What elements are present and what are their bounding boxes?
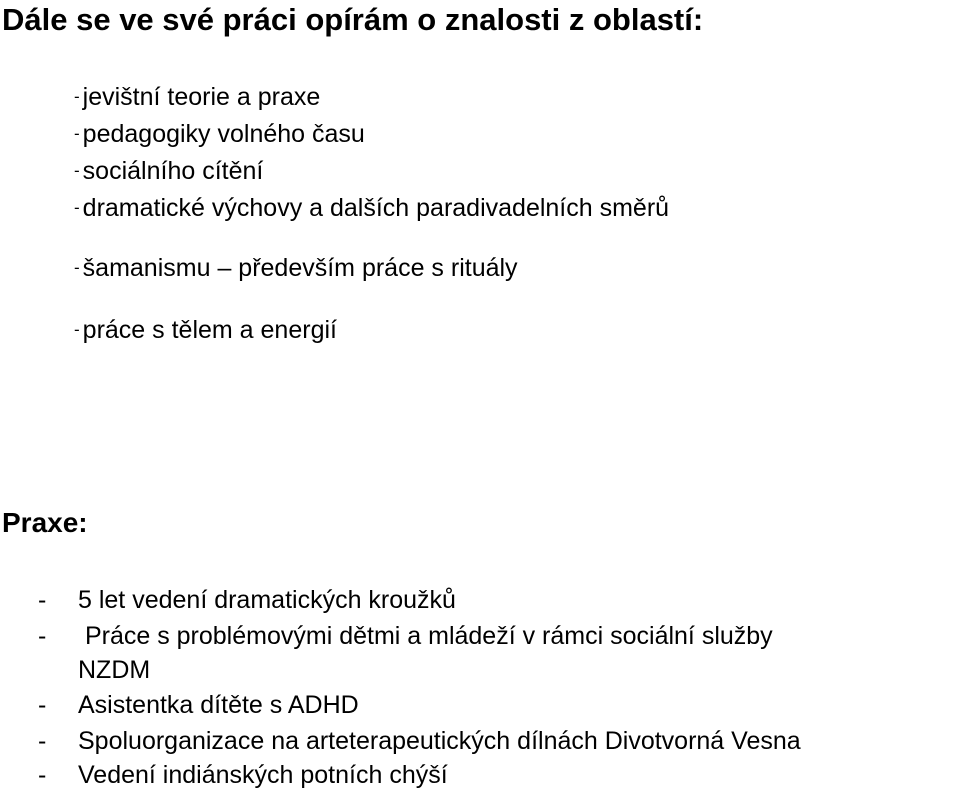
skill-item [74, 156, 263, 189]
skill-text: jevištní teorie a praxe [82, 83, 321, 111]
page-title: Dále se ve své práci opírám o znalosti z oblastí: [2, 2, 704, 37]
praxe-dash: - [38, 761, 47, 789]
skill-dash: - [74, 161, 80, 180]
praxe-heading: Praxe: [2, 507, 88, 538]
skill-text: práce s tělem a energií [82, 316, 337, 344]
praxe-dash: - [38, 691, 47, 719]
praxe-text: Práce s problémovými dětmi a mládeží v rámci sociální služby [78, 622, 773, 650]
praxe-item [38, 690, 359, 720]
skill-dash: - [74, 124, 80, 143]
praxe-item [38, 621, 773, 651]
skill-item [74, 119, 365, 152]
praxe-dash: - [38, 622, 47, 650]
praxe-text: Vedení indiánských potních chýší [78, 761, 448, 789]
skill-text: pedagogiky volného času [82, 120, 365, 148]
skill-item [74, 315, 337, 348]
praxe-dash: - [38, 727, 47, 755]
praxe-item [38, 760, 448, 790]
praxe-dash: - [38, 586, 47, 614]
skill-text: šamanismu – především práce s rituály [82, 254, 518, 282]
praxe-text: NZDM [78, 656, 151, 684]
skill-dash: - [74, 198, 80, 217]
praxe-item [38, 726, 801, 756]
skill-dash: - [74, 87, 80, 106]
praxe-item [38, 585, 456, 615]
praxe-item [38, 655, 150, 685]
praxe-text: Spoluorganizace na arteterapeutických dílnách Divotvorná Vesna [78, 727, 801, 755]
skill-item [74, 193, 669, 226]
skill-item [74, 253, 518, 286]
skill-dash: - [74, 258, 80, 277]
praxe-text: 5 let vedení dramatických kroužků [78, 586, 456, 614]
praxe-text: Asistentka dítěte s ADHD [78, 691, 359, 719]
skill-text: dramatické výchovy a dalších paradivadelních směrů [82, 194, 670, 222]
skill-dash: - [74, 320, 80, 339]
skill-item [74, 82, 320, 115]
skill-text: sociálního cítění [82, 157, 264, 185]
